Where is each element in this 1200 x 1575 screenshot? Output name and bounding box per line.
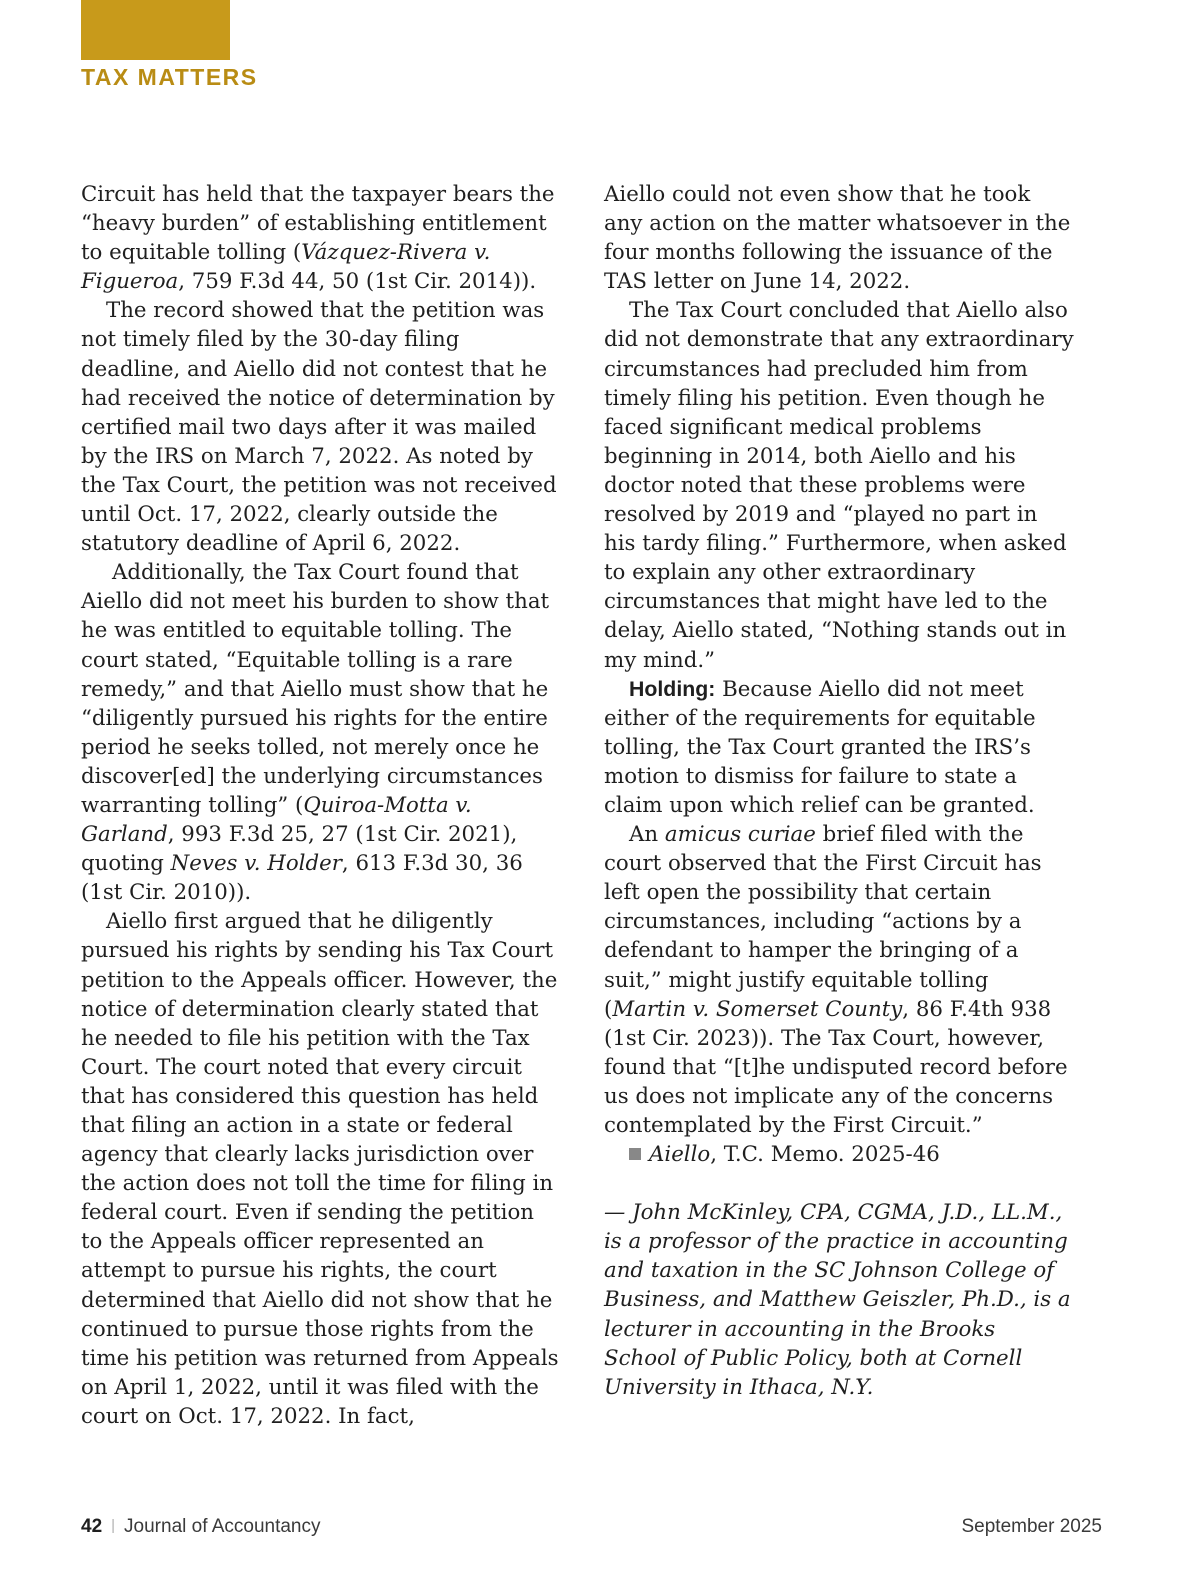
paragraph: An amicus curiae brief filed with the court observed that the First Circuit has left open the possibility that certain circumstances, including “actions by a defendant to hamper the bringing of a suit,” might justify equitable tolling (Martin v. Somerset County, 86 F.4th 938 (1st Cir. 2023)). The Tax Court, however, found that “[t]he undisputed record before us does not implicate any of the concerns contemplated by the First Circuit.”	[604, 822, 1068, 1138]
case-name: Neves v. Holder	[170, 851, 342, 877]
footer-separator: |	[111, 1517, 116, 1534]
left-column	[81, 180, 561, 1431]
right-column	[604, 180, 1074, 1402]
section-color-tab	[81, 0, 230, 60]
publication-name: Journal of Accountancy	[124, 1516, 321, 1537]
paragraph: The Tax Court concluded that Aiello also did not demonstrate that any extraordinary circumstances had precluded him from timely filing his petition. Even though he faced significant medical problems beginning in 2014, both Aiello and his doctor noted that these problems were resolved by 2019 and “played no part in his tardy filing.” Furthermore, when asked to explain any other extraordinary circumstances that might have led to the delay, Aiello stated, “Nothing stands out in my mind.”	[604, 298, 1074, 673]
page-number: 42	[81, 1516, 103, 1537]
italic-term: amicus curiae	[664, 822, 816, 848]
page-footer	[81, 1516, 1102, 1538]
case-name: Martin v. Somerset County	[612, 996, 903, 1022]
author-bio: — John McKinley, CPA, CGMA, J.D., LL.M., is a professor of the practice in accounting and taxation in the SC Johnson College of Business, and Matthew Geiszler, Ph.D., is a lecturer in accounting in the Brooks School of Public Policy, both at Cornell University in Ithaca, N.Y.	[604, 1200, 1071, 1400]
issue-date: September 2025	[961, 1516, 1102, 1537]
paragraph: Additionally, the Tax Court found that Aiello did not meet his burden to show that he was entitled to equitable tolling. The court stated, “Equitable tolling is a rare remedy,” and that Aiello must show that he “diligently pursued his rights for the entire period he seeks tolled, not merely once he discover[ed] the underlying circumstances warranting tolling” (Quiroa-Motta v. Garland, 993 F.3d 25, 27 (1st Cir. 2021), quoting Neves v. Holder, 613 F.3d 30, 36 (1st Cir. 2010)).	[81, 560, 550, 906]
paragraph: Aiello could not even show that he took any action on the matter whatsoever in the four months following the issuance of the TAS letter on June 14, 2022.	[604, 182, 1071, 295]
holding-paragraph: Holding: Because Aiello did not meet either of the requirements for equitable tolling, the Tax Court granted the IRS’s motion to dismiss for failure to state a claim upon which relief can be granted.	[604, 676, 1036, 818]
section-label: TAX MATTERS	[81, 64, 258, 90]
case-citation: Aiello, T.C. Memo. 2025-46	[604, 1140, 1074, 1169]
holding-label: Holding:	[629, 676, 716, 701]
paragraph: The record showed that the petition was not timely filed by the 30-day filing deadline, and Aiello did not contest that he had received the notice of determination by certified mail two days after it was mailed by the IRS on March 7, 2022. As noted by the Tax Court, the petition was not received until Oct. 17, 2022, clearly outside the statutory deadline of April 6, 2022.	[81, 298, 557, 557]
end-mark-square-icon	[629, 1148, 641, 1160]
case-name: Quiroa-Motta v. Garland	[81, 792, 472, 848]
case-name: Vázquez-Rivera v. Figueroa	[81, 240, 491, 295]
paragraph: Circuit has held that the taxpayer bears the “heavy burden” of establishing entitlement to equitable tolling (Vázquez-Rivera v. Figueroa, 759 F.3d 44, 50 (1st Cir. 2014)).	[81, 182, 555, 295]
paragraph: Aiello first argued that he diligently pursued his rights by sending his Tax Court petition to the Appeals officer. However, the notice of determination clearly stated that he needed to file his petition with the Tax Court. The court noted that every circuit that has considered this question has held that filing an action in a state or federal agency that clearly lacks jurisdiction over the action does not toll the time for filing in federal court. Even if sending the petition to the Appeals officer represented an attempt to pursue his rights, the court determined that Aiello did not show that he continued to pursue those rights from the time his petition was returned from Appeals on April 1, 2022, until it was filed with the court on Oct. 17, 2022. In fact,	[81, 909, 559, 1429]
